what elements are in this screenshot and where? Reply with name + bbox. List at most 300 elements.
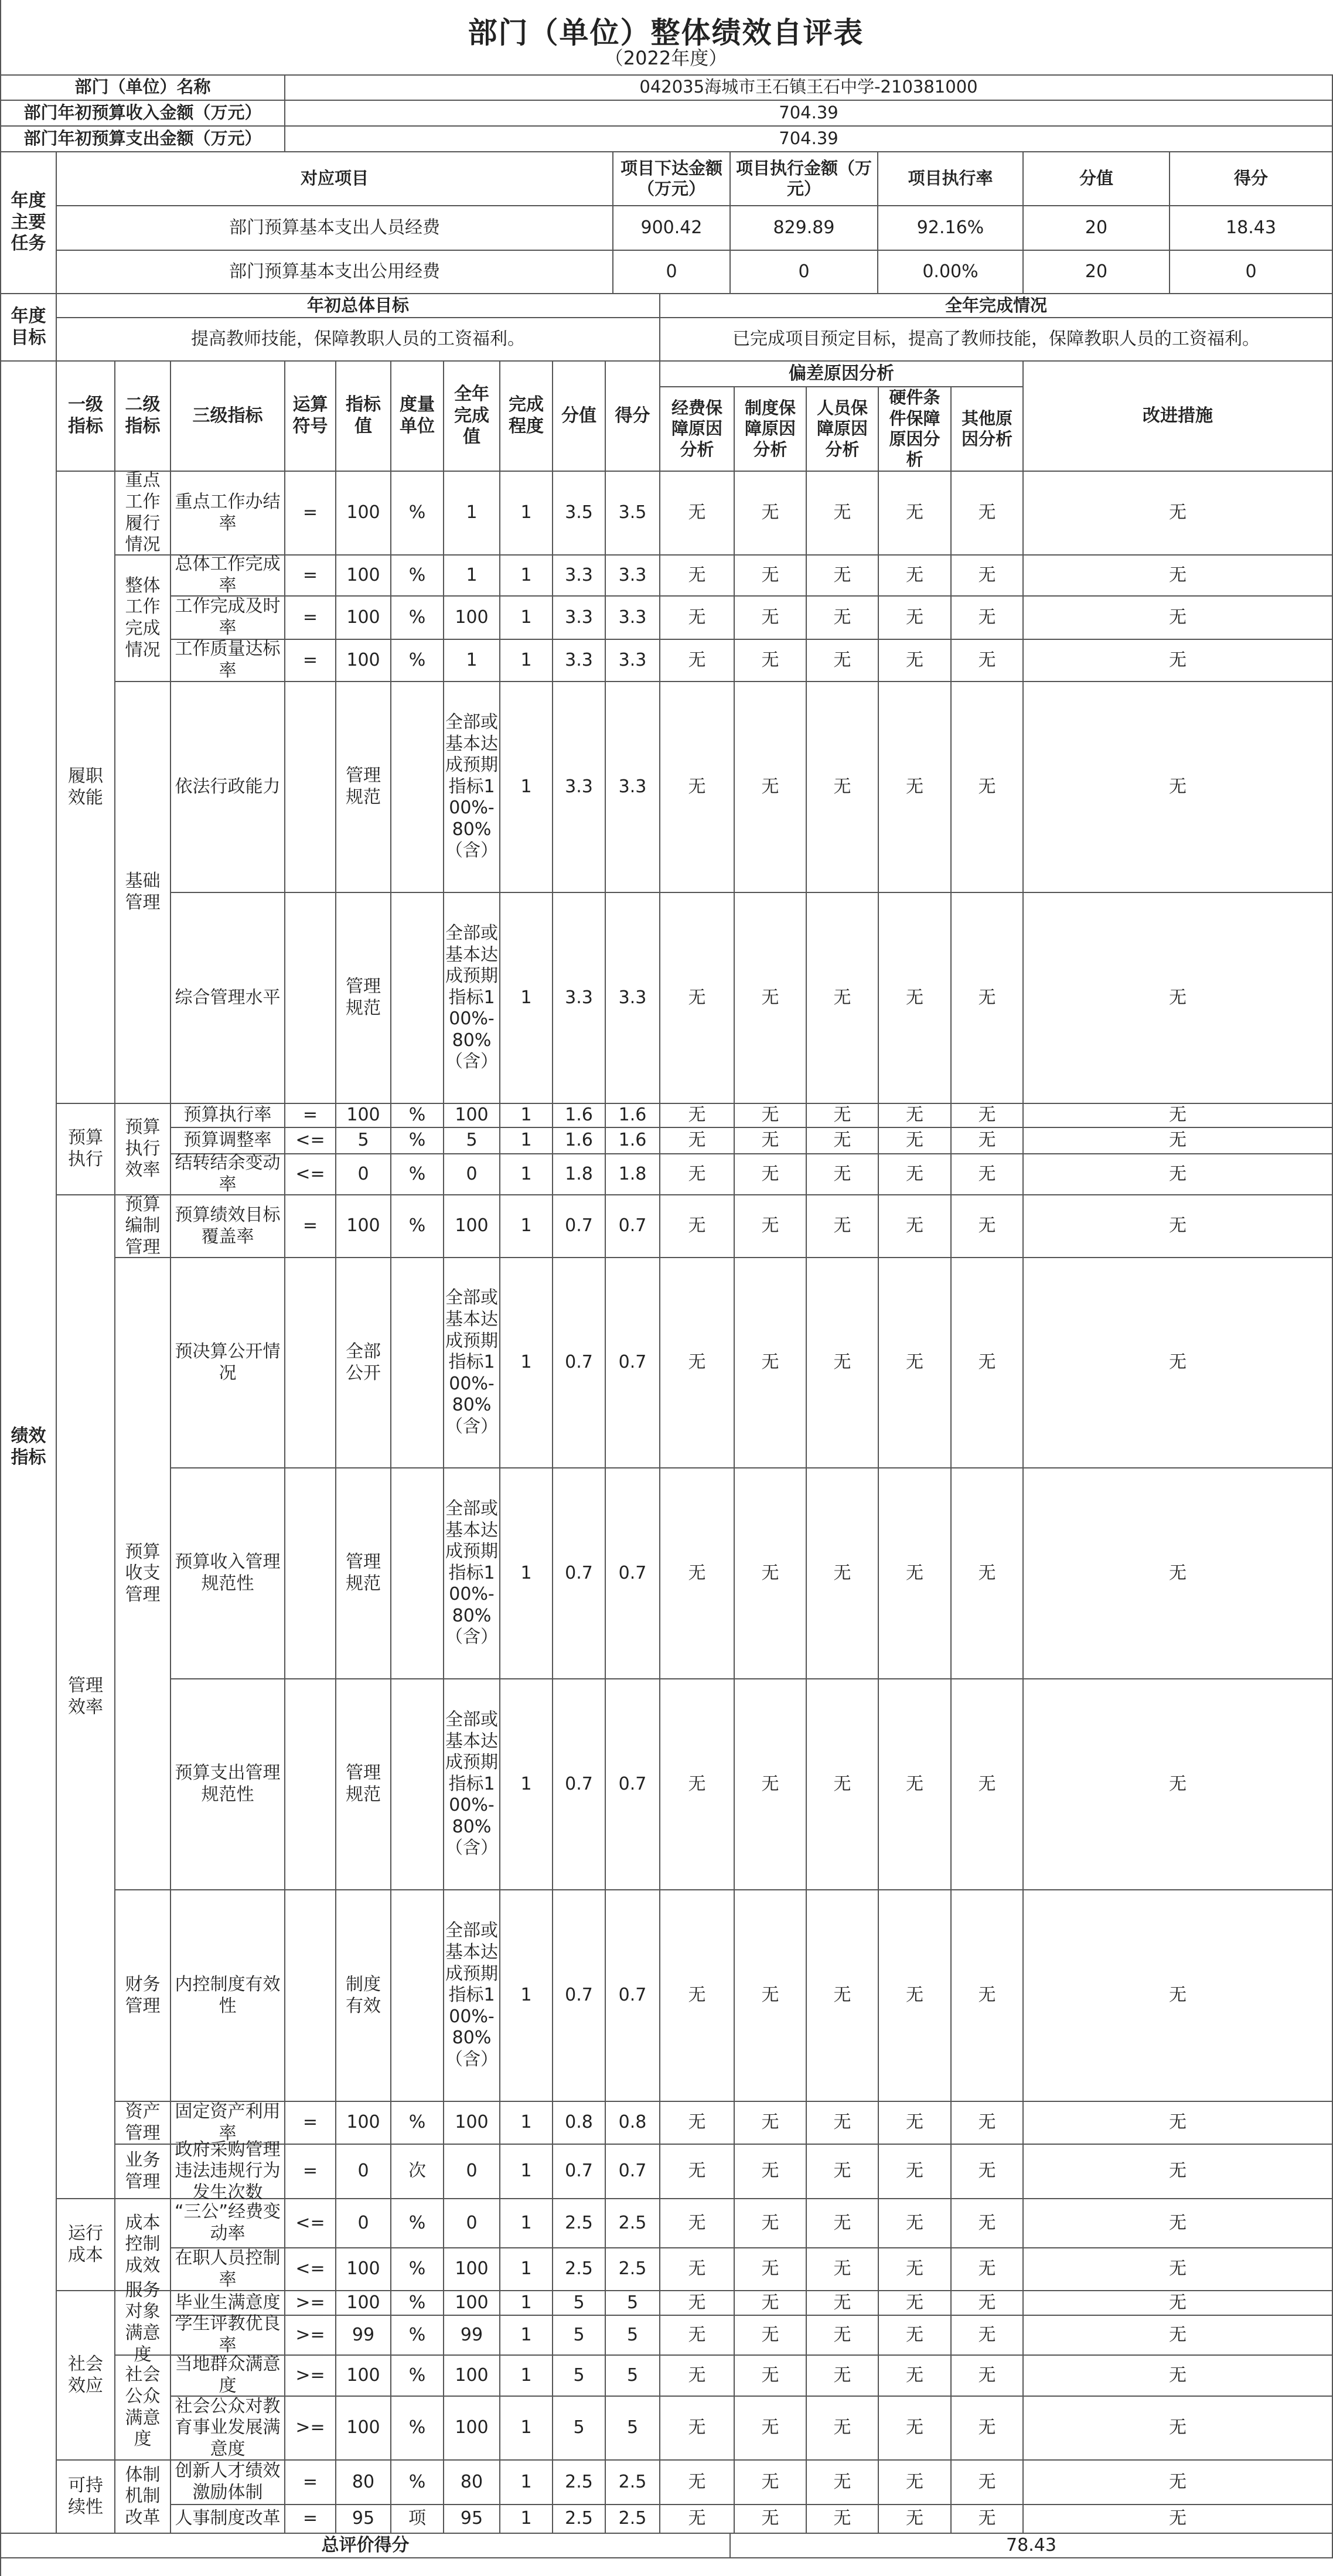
perf-score: 1.6 [553,1128,606,1154]
perf-l2-group: 整体工作完成情况 [115,556,171,682]
perf-dev-cell: 无 [879,472,952,556]
perf-dev-cell: 无 [952,1195,1024,1258]
perf-dev-cell: 无 [735,556,807,597]
tasks-header: 对应项目 [57,152,613,206]
perf-l3-name: 预算支出管理规范性 [171,1679,285,1890]
perf-op [285,682,336,893]
perf-dev-cell: 无 [660,2397,735,2461]
perf-section-label: 绩效指标 [1,362,57,2534]
perf-unit: % [391,1154,444,1195]
perf-dev-cell: 无 [879,2505,952,2534]
perf-dev-cell: 无 [735,472,807,556]
perf-l3-name: 创新人才绩效激励体制 [171,2461,285,2505]
perf-dev-cell: 无 [735,1195,807,1258]
perf-dev-cell: 无 [660,682,735,893]
perf-l3-name: 预决算公开情况 [171,1258,285,1468]
perf-dev-cell: 无 [807,2505,879,2534]
perf-dev-cell: 无 [660,556,735,597]
perf-l2-group: 服务对象满意度 [115,2291,171,2356]
perf-l1-group: 管理效率 [57,1195,115,2199]
perf-degree: 1 [500,1154,553,1195]
perf-dev-cell: 无 [879,893,952,1104]
perf-unit: % [391,2291,444,2316]
perf-unit [391,893,444,1104]
perf-degree: 1 [500,472,553,556]
perf-header-dev-col: 人员保障原因分析 [807,387,879,472]
perf-degree: 1 [500,2505,553,2534]
perf-got: 0.7 [606,1468,660,1679]
perf-op: = [285,597,336,640]
perf-header-actual: 全年完成值 [444,362,500,472]
perf-unit: % [391,640,444,682]
goal-right-header: 全年完成情况 [660,294,1333,318]
perf-header-unit: 度量单位 [391,362,444,472]
perf-op: = [285,2102,336,2145]
perf-degree: 1 [500,682,553,893]
perf-degree: 1 [500,2199,553,2248]
perf-dev-cell: 无 [735,2248,807,2291]
perf-degree: 1 [500,1679,553,1890]
perf-dev-cell: 无 [735,2316,807,2356]
perf-improve: 无 [1024,2291,1333,2316]
perf-degree: 1 [500,2356,553,2397]
tasks-cell: 0 [731,251,878,294]
perf-target: 100 [336,472,391,556]
perf-actual: 99 [444,2316,500,2356]
perf-dev-cell: 无 [735,1154,807,1195]
perf-op: = [285,2461,336,2505]
header-label: 部门年初预算支出金额（万元） [1,127,285,152]
perf-score: 1.6 [553,1104,606,1128]
perf-dev-cell: 无 [879,2316,952,2356]
perf-dev-cell: 无 [660,1679,735,1890]
perf-dev-cell: 无 [879,2461,952,2505]
perf-l3-name: 学生评教优良率 [171,2316,285,2356]
tasks-header: 项目执行率 [878,152,1024,206]
perf-l3-name: 社会公众对教育事业发展满意度 [171,2397,285,2461]
perf-l3-name: 固定资产利用率 [171,2102,285,2145]
perf-score: 5 [553,2356,606,2397]
perf-l1-group: 预算执行 [57,1104,115,1195]
perf-header-op: 运算符号 [285,362,336,472]
perf-dev-cell: 无 [807,1468,879,1679]
perf-dev-cell: 无 [660,2461,735,2505]
perf-l1-group: 社会效应 [57,2291,115,2461]
perf-dev-cell: 无 [660,2291,735,2316]
perf-actual: 100 [444,1195,500,1258]
perf-dev-cell: 无 [807,1890,879,2102]
perf-op: <= [285,1154,336,1195]
perf-unit [391,1468,444,1679]
perf-target: 100 [336,1104,391,1128]
perf-actual: 1 [444,556,500,597]
perf-got: 3.3 [606,640,660,682]
perf-actual: 100 [444,2102,500,2145]
perf-dev-cell: 无 [952,2316,1024,2356]
header-label: 部门（单位）名称 [1,74,285,101]
perf-degree: 1 [500,2397,553,2461]
perf-dev-cell: 无 [952,2356,1024,2397]
perf-header-l2: 二级指标 [115,362,171,472]
tasks-cell: 20 [1024,206,1170,251]
perf-got: 5 [606,2356,660,2397]
perf-unit: % [391,1104,444,1128]
perf-improve: 无 [1024,472,1333,556]
tasks-cell: 829.89 [731,206,878,251]
perf-l3-name: 预算收入管理规范性 [171,1468,285,1679]
perf-dev-cell: 无 [952,2145,1024,2199]
perf-l2-group: 重点工作履行情况 [115,472,171,556]
perf-dev-cell: 无 [807,2356,879,2397]
header-label: 部门年初预算收入金额（万元） [1,101,285,127]
perf-l1-group: 履职效能 [57,472,115,1104]
perf-target: 管理规范 [336,682,391,893]
perf-improve: 无 [1024,1104,1333,1128]
perf-unit [391,682,444,893]
perf-dev-cell: 无 [952,472,1024,556]
perf-l3-name: 重点工作办结率 [171,472,285,556]
perf-unit: % [391,2356,444,2397]
tasks-header: 项目执行金额（万元） [731,152,878,206]
perf-dev-cell: 无 [879,682,952,893]
perf-degree: 1 [500,1195,553,1258]
perf-degree: 1 [500,2248,553,2291]
perf-dev-cell: 无 [807,2461,879,2505]
perf-op [285,1468,336,1679]
total-value: 78.43 [731,2534,1333,2558]
perf-l3-name: 预算绩效目标覆盖率 [171,1195,285,1258]
perf-got: 0.7 [606,1258,660,1468]
perf-dev-cell: 无 [879,2248,952,2291]
perf-got: 2.5 [606,2248,660,2291]
perf-op: = [285,640,336,682]
perf-dev-cell: 无 [807,2397,879,2461]
perf-op: <= [285,2199,336,2248]
perf-dev-cell: 无 [735,2102,807,2145]
perf-degree: 1 [500,597,553,640]
perf-l3-name: 在职人员控制率 [171,2248,285,2291]
perf-dev-cell: 无 [879,1468,952,1679]
perf-got: 1.8 [606,1154,660,1195]
perf-improve: 无 [1024,2397,1333,2461]
perf-actual: 100 [444,597,500,640]
perf-op: >= [285,2356,336,2397]
perf-dev-cell: 无 [952,1104,1024,1128]
perf-target: 100 [336,2397,391,2461]
perf-header-score: 分值 [553,362,606,472]
perf-score: 0.7 [553,1195,606,1258]
perf-actual: 100 [444,2356,500,2397]
perf-dev-cell: 无 [952,682,1024,893]
perf-actual: 0 [444,2145,500,2199]
perf-dev-cell: 无 [807,2102,879,2145]
goal-left-header: 年初总体目标 [57,294,660,318]
perf-unit [391,1890,444,2102]
perf-op: >= [285,2316,336,2356]
perf-target: 100 [336,2291,391,2316]
perf-dev-cell: 无 [735,597,807,640]
page-subtitle: （2022年度） [604,47,728,69]
perf-op: = [285,1195,336,1258]
perf-op: <= [285,2248,336,2291]
perf-score: 5 [553,2316,606,2356]
perf-actual: 80 [444,2461,500,2505]
perf-dev-cell: 无 [807,1128,879,1154]
perf-dev-cell: 无 [807,2145,879,2199]
perf-got: 0.7 [606,1195,660,1258]
perf-got: 3.3 [606,556,660,597]
perf-op: = [285,2145,336,2199]
perf-target: 全部公开 [336,1258,391,1468]
perf-l2-group: 基础管理 [115,682,171,1104]
perf-actual: 100 [444,2248,500,2291]
perf-dev-cell: 无 [735,2397,807,2461]
perf-dev-cell: 无 [952,1890,1024,2102]
perf-dev-cell: 无 [952,2291,1024,2316]
header-value: 704.39 [285,101,1333,127]
perf-actual: 全部或基本达成预期指标100%-80%（含） [444,1468,500,1679]
perf-unit: % [391,556,444,597]
perf-improve: 无 [1024,1890,1333,2102]
perf-got: 0.7 [606,2145,660,2199]
tasks-cell: 92.16% [878,206,1024,251]
perf-l1-group: 可持续性 [57,2461,115,2534]
perf-l2-group: 财务管理 [115,1890,171,2102]
perf-dev-cell: 无 [952,2102,1024,2145]
perf-dev-cell: 无 [879,2356,952,2397]
perf-improve: 无 [1024,1468,1333,1679]
perf-dev-cell: 无 [879,1154,952,1195]
perf-l3-name: 当地群众满意度 [171,2356,285,2397]
perf-op: >= [285,2291,336,2316]
perf-score: 0.7 [553,1679,606,1890]
perf-degree: 1 [500,1890,553,2102]
perf-unit: % [391,2248,444,2291]
perf-dev-cell: 无 [735,1128,807,1154]
perf-actual: 全部或基本达成预期指标100%-80%（含） [444,682,500,893]
perf-dev-cell: 无 [952,597,1024,640]
perf-improve: 无 [1024,682,1333,893]
perf-dev-cell: 无 [660,1890,735,2102]
perf-got: 5 [606,2397,660,2461]
perf-actual: 100 [444,2291,500,2316]
perf-dev-cell: 无 [952,1679,1024,1890]
perf-l3-name: 结转结余变动率 [171,1154,285,1195]
tasks-cell: 20 [1024,251,1170,294]
perf-actual: 100 [444,1104,500,1128]
tasks-cell: 部门预算基本支出人员经费 [57,206,613,251]
perf-dev-cell: 无 [952,1258,1024,1468]
perf-dev-cell: 无 [660,2102,735,2145]
perf-l3-name: 工作质量达标率 [171,640,285,682]
perf-dev-cell: 无 [660,597,735,640]
perf-op [285,1679,336,1890]
perf-dev-cell: 无 [807,2291,879,2316]
perf-actual: 全部或基本达成预期指标100%-80%（含） [444,1258,500,1468]
perf-l2-group: 体制机制改革 [115,2461,171,2534]
perf-got: 2.5 [606,2505,660,2534]
perf-dev-cell: 无 [952,1468,1024,1679]
perf-dev-cell: 无 [879,2199,952,2248]
perf-target: 0 [336,2199,391,2248]
perf-dev-cell: 无 [660,2316,735,2356]
perf-actual: 95 [444,2505,500,2534]
perf-got: 0.7 [606,1890,660,2102]
perf-dev-cell: 无 [807,682,879,893]
perf-target: 0 [336,1154,391,1195]
perf-dev-cell: 无 [807,640,879,682]
perf-unit: % [391,2461,444,2505]
perf-dev-cell: 无 [879,1128,952,1154]
perf-op: >= [285,2397,336,2461]
perf-score: 5 [553,2291,606,2316]
perf-improve: 无 [1024,2461,1333,2505]
perf-header-deviation: 偏差原因分析 [660,362,1024,387]
perf-unit: 项 [391,2505,444,2534]
perf-l3-name: 内控制度有效性 [171,1890,285,2102]
perf-dev-cell: 无 [879,597,952,640]
tasks-header: 分值 [1024,152,1170,206]
perf-dev-cell: 无 [660,1195,735,1258]
perf-dev-cell: 无 [807,472,879,556]
perf-degree: 1 [500,2102,553,2145]
perf-degree: 1 [500,893,553,1104]
perf-dev-cell: 无 [807,1258,879,1468]
perf-got: 3.3 [606,893,660,1104]
perf-got: 3.5 [606,472,660,556]
perf-l3-name: 综合管理水平 [171,893,285,1104]
perf-dev-cell: 无 [660,640,735,682]
perf-op: <= [285,1128,336,1154]
perf-target: 0 [336,2145,391,2199]
perf-score: 0.7 [553,1468,606,1679]
perf-dev-cell: 无 [735,2291,807,2316]
perf-l3-name: 毕业生满意度 [171,2291,285,2316]
perf-score: 3.3 [553,597,606,640]
perf-degree: 1 [500,640,553,682]
tasks-cell: 部门预算基本支出公用经费 [57,251,613,294]
perf-got: 1.6 [606,1104,660,1128]
perf-dev-cell: 无 [660,472,735,556]
perf-dev-cell: 无 [660,2505,735,2534]
perf-improve: 无 [1024,2199,1333,2248]
perf-dev-cell: 无 [879,2397,952,2461]
perf-improve: 无 [1024,1154,1333,1195]
perf-l3-name: 人事制度改革 [171,2505,285,2534]
perf-dev-cell: 无 [660,1258,735,1468]
perf-dev-cell: 无 [879,1195,952,1258]
perf-dev-cell: 无 [952,1128,1024,1154]
perf-score: 0.7 [553,1890,606,2102]
perf-target: 100 [336,556,391,597]
perf-actual: 0 [444,2199,500,2248]
perf-improve: 无 [1024,2356,1333,2397]
perf-dev-cell: 无 [735,1104,807,1128]
perf-improve: 无 [1024,2102,1333,2145]
perf-score: 3.5 [553,472,606,556]
perf-score: 2.5 [553,2461,606,2505]
perf-dev-cell: 无 [807,1679,879,1890]
perf-unit: % [391,2199,444,2248]
perf-l2-group: 业务管理 [115,2145,171,2199]
perf-l3-name: 预算执行率 [171,1104,285,1128]
perf-actual: 100 [444,2397,500,2461]
perf-l2-group: 预算执行效率 [115,1104,171,1195]
perf-got: 0.8 [606,2102,660,2145]
perf-score: 3.3 [553,556,606,597]
perf-score: 5 [553,2397,606,2461]
perf-target: 99 [336,2316,391,2356]
perf-dev-cell: 无 [952,1154,1024,1195]
perf-dev-cell: 无 [735,682,807,893]
perf-dev-cell: 无 [735,2356,807,2397]
perf-actual: 全部或基本达成预期指标100%-80%（含） [444,893,500,1104]
perf-degree: 1 [500,556,553,597]
perf-dev-cell: 无 [660,1104,735,1128]
perf-l3-name: 预算调整率 [171,1128,285,1154]
perf-dev-cell: 无 [807,2316,879,2356]
perf-target: 100 [336,2248,391,2291]
perf-op [285,893,336,1104]
perf-l2-group: 社会公众满意度 [115,2356,171,2461]
perf-dev-cell: 无 [660,2199,735,2248]
perf-target: 管理规范 [336,1468,391,1679]
perf-header-l1: 一级指标 [57,362,115,472]
perf-degree: 1 [500,1128,553,1154]
tasks-section-label: 年度主要任务 [1,152,57,294]
perf-header-dev-col: 硬件条件保障原因分析 [879,387,952,472]
perf-header-target: 指标值 [336,362,391,472]
tasks-cell: 0.00% [878,251,1024,294]
perf-dev-cell: 无 [735,1468,807,1679]
perf-op: = [285,2505,336,2534]
perf-actual: 1 [444,640,500,682]
header-value: 704.39 [285,127,1333,152]
perf-target: 95 [336,2505,391,2534]
perf-degree: 1 [500,2145,553,2199]
perf-unit: % [391,472,444,556]
perf-l1-group: 运行成本 [57,2199,115,2291]
perf-dev-cell: 无 [879,556,952,597]
perf-unit: % [391,1195,444,1258]
perf-l2-group: 资产管理 [115,2102,171,2145]
perf-target: 制度有效 [336,1890,391,2102]
perf-dev-cell: 无 [879,2145,952,2199]
perf-l2-group: 预算收支管理 [115,1258,171,1890]
perf-dev-cell: 无 [952,2248,1024,2291]
perf-got: 2.5 [606,2461,660,2505]
perf-score: 3.3 [553,682,606,893]
perf-score: 2.5 [553,2248,606,2291]
perf-target: 100 [336,597,391,640]
perf-header-got: 得分 [606,362,660,472]
perf-degree: 1 [500,2461,553,2505]
perf-improve: 无 [1024,2248,1333,2291]
perf-header-dev-col: 其他原因分析 [952,387,1024,472]
perf-score: 0.7 [553,1258,606,1468]
perf-dev-cell: 无 [660,1468,735,1679]
perf-l3-name: “三公”经费变动率 [171,2199,285,2248]
perf-target: 5 [336,1128,391,1154]
perf-score: 3.3 [553,893,606,1104]
perf-got: 3.3 [606,682,660,893]
perf-got: 0.7 [606,1679,660,1890]
goal-right-text: 已完成项目预定目标，提高了教师技能，保障教职人员的工资福利。 [660,318,1333,362]
perf-improve: 无 [1024,2145,1333,2199]
perf-dev-cell: 无 [735,1890,807,2102]
perf-dev-cell: 无 [807,1195,879,1258]
perf-improve: 无 [1024,1195,1333,1258]
